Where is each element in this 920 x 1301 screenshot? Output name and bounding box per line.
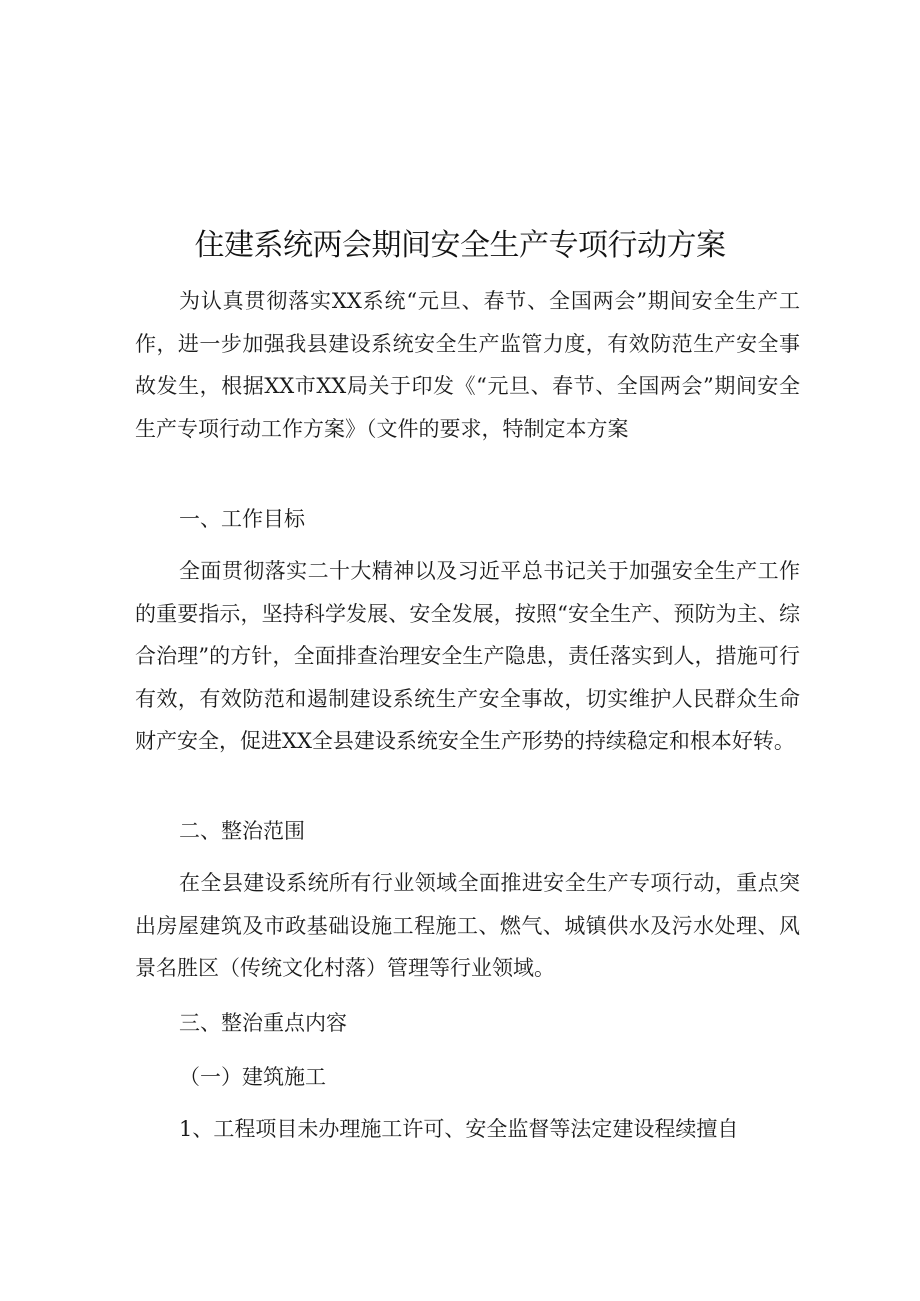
section-heading-goal: 一、工作目标: [179, 507, 305, 531]
list-item-1: 1、工程项目未办理施工许可、安全监督等法定建设程续擅自: [179, 1117, 739, 1141]
goal-paragraph: 全面贯彻落实二十大精神以及习近平总书记关于加强安全生产工作的重要指示，坚持科学发展、安全发展，按照“安全生产、预防为主、综合治理”的方针，全面排查治理安全生产隐患，责任落实到人，措施可行有效，有效防范和遏制建设系统生产安全事故，切实维护人民群众生命财产安全，促进XX全县建设系统安全生产形势的持续稳定和根本好转。: [135, 559, 800, 753]
subsection-heading-construction: （一）建筑施工: [179, 1065, 326, 1089]
scope-paragraph: 在全县建设系统所有行业领域全面推进安全生产专项行动，重点突出房屋建筑及市政基础设施工程施工、燃气、城镇供水及污水处理、风景名胜区（传统文化村落）管理等行业领域。: [135, 871, 800, 980]
section-heading-scope: 二、整治范围: [179, 819, 305, 843]
intro-paragraph: 为认真贯彻落实XX系统“元旦、春节、全国两会”期间安全生产工作，进一步加强我县建设系统安全生产监管力度，有效防范生产安全事故发生，根据XX市XX局关于印发《“元旦、春节、全国两会”期间安全生产专项行动工作方案》（文件的要求，特制定本方案: [135, 289, 800, 441]
document-title: 住建系统两会期间安全生产专项行动方案: [194, 228, 726, 263]
section-heading-key-content: 三、整治重点内容: [179, 1011, 347, 1035]
